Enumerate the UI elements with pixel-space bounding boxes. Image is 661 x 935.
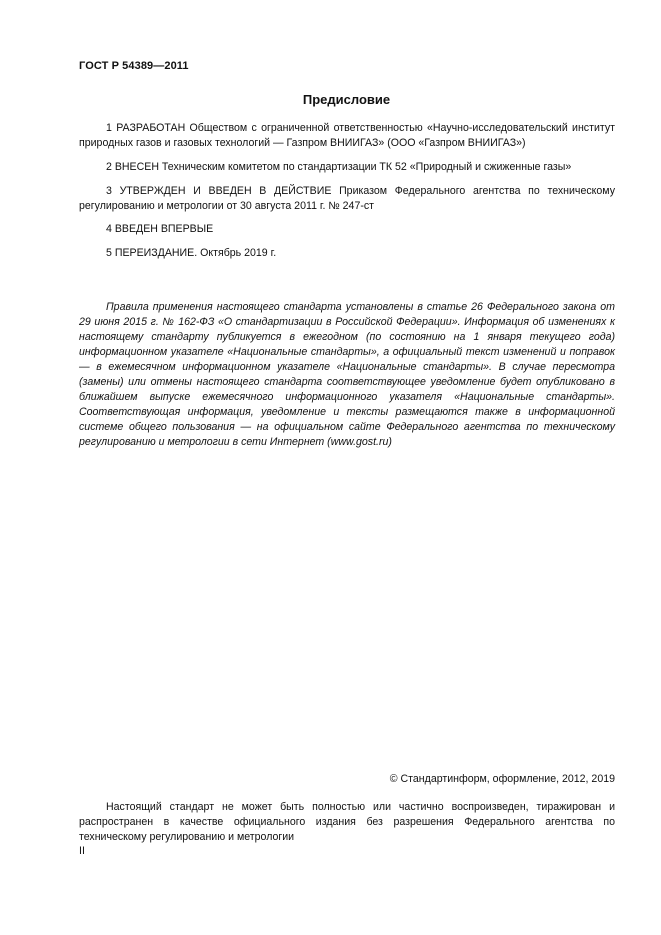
- paragraph-developed: 1 РАЗРАБОТАН Обществом с ограниченной ответственностью «Научно-исследовательский институт природных газов и газовых технологий — Газпром ВНИИГАЗ» (ООО «Газпром ВНИИГАЗ»): [79, 122, 615, 149]
- foreword-paragraphs: [79, 121, 615, 270]
- application-notice: Правила применения настоящего стандарта установлены в статье 26 Федерального закона от 29 июня 2015 г. № 162-ФЗ «О стандартизации в Российской Федерации». Информация об изменениях к настоящему стандарту публикуется в ежегодном (по состоянию на 1 января текущего года) информационном указателе «Национальные стандарты», а официальный текст изменений и поправок — в ежемесячном информационном указателе «Национальные стандарты». В случае пересмотра (замены) или отмены настоящего стандарта соответствующее уведомление будет опубликовано в ближайшем выпуске ежемесячного информационного указателя «Национальные стандарты». Соответствующая информация, уведомление и тексты размещаются также в информационной системе общего пользования — на официальном сайте Федерального агентства по техническому регулированию и метрологии в сети Интернет (www.gost.ru): [79, 301, 615, 448]
- page-number: II: [79, 845, 85, 857]
- paragraph-reissue: 5 ПЕРЕИЗДАНИЕ. Октябрь 2019 г.: [106, 247, 277, 259]
- standard-code: ГОСТ Р 54389—2011: [79, 60, 189, 72]
- page-title: Предисловие: [302, 92, 391, 107]
- paragraph-approved: 3 УТВЕРЖДЕН И ВВЕДЕН В ДЕЙСТВИЕ Приказом Федерального агентства по техническому регулированию и метрологии от 30 августа 2011 г. № 247-ст: [79, 185, 615, 212]
- legal-notice: Настоящий стандарт не может быть полностью или частично воспроизведен, тиражирован и распространен в качестве официального издания без разрешения Федерального агентства по техническому регулированию и метрологии: [79, 801, 615, 843]
- copyright-line: © Стандартинформ, оформление, 2012, 2019: [389, 773, 615, 785]
- paragraph-introduced: 2 ВНЕСЕН Техническим комитетом по стандартизации ТК 52 «Природный и сжиженные газы»: [106, 161, 572, 173]
- paragraph-first-time: 4 ВВЕДЕН ВПЕРВЫЕ: [106, 223, 214, 235]
